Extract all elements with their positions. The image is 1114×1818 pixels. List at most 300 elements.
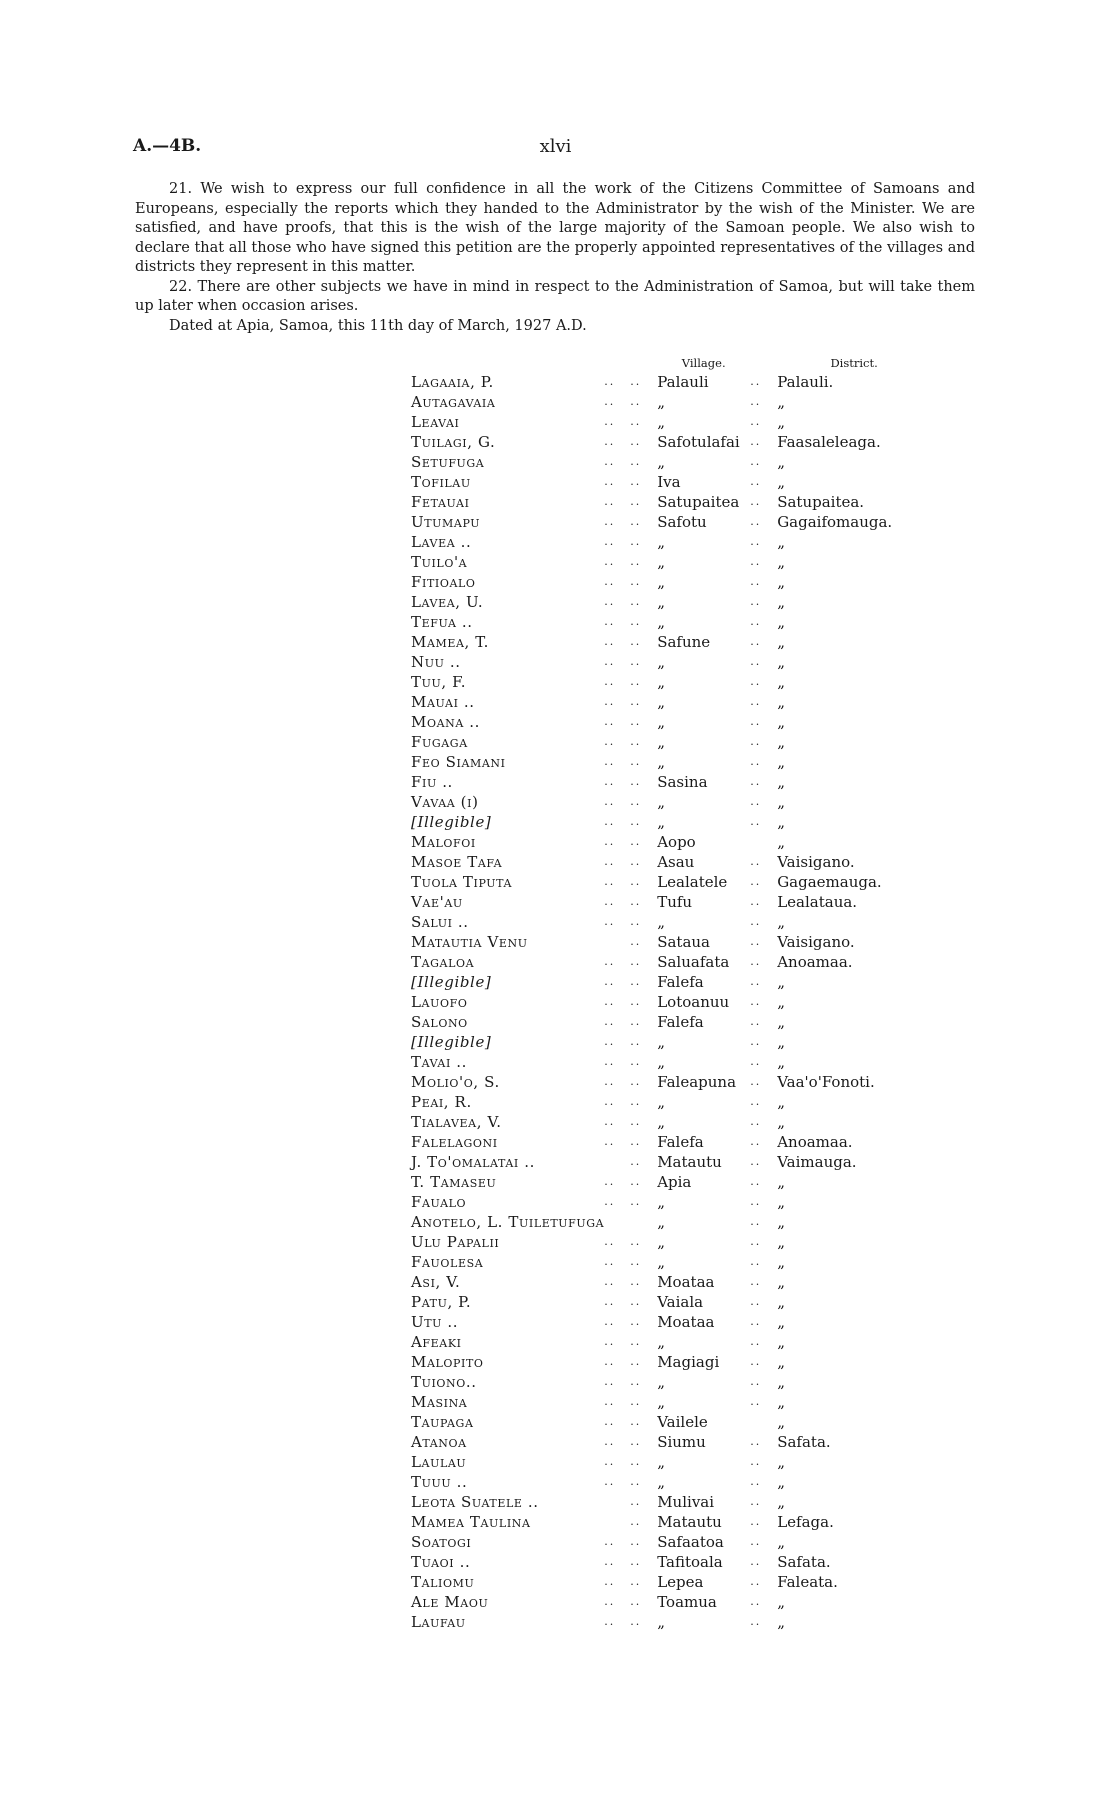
leader-dots: .. xyxy=(750,1375,762,1388)
document-reference: A.—4B. xyxy=(133,136,202,156)
leader-dots: .. xyxy=(750,515,762,528)
table-row xyxy=(411,592,931,612)
leader-dots: .. xyxy=(630,875,642,888)
district-cell: „ xyxy=(777,1033,785,1051)
village-cell: Safotulafai xyxy=(657,433,740,451)
district-cell: „ xyxy=(777,913,785,931)
leader-dots: .. xyxy=(750,1495,762,1508)
leader-dots: .. xyxy=(604,455,616,468)
leader-dots: .. xyxy=(630,1055,642,1068)
table-row xyxy=(411,1472,931,1492)
leader-dots: .. xyxy=(750,375,762,388)
district-cell: „ xyxy=(777,1373,785,1391)
leader-dots: .. xyxy=(630,675,642,688)
leader-dots: .. xyxy=(604,1335,616,1348)
signatory-name: Vae'au xyxy=(411,893,463,911)
leader-dots: .. xyxy=(750,1615,762,1628)
village-cell: Lealatele xyxy=(657,873,728,891)
leader-dots: .. xyxy=(630,1235,642,1248)
leader-dots: .. xyxy=(750,795,762,808)
leader-dots: .. xyxy=(750,775,762,788)
signatory-name: Masina xyxy=(411,1393,468,1411)
leader-dots: .. xyxy=(604,1435,616,1448)
leader-dots: .. xyxy=(604,1115,616,1128)
signatory-name: Tagaloa xyxy=(411,953,475,971)
village-cell: „ xyxy=(657,1033,665,1051)
leader-dots: .. xyxy=(630,415,642,428)
leader-dots: .. xyxy=(750,1115,762,1128)
district-cell: „ xyxy=(777,1533,785,1551)
leader-dots: .. xyxy=(604,755,616,768)
district-cell: „ xyxy=(777,673,785,691)
district-cell: „ xyxy=(777,993,785,1011)
village-cell: Tafitoala xyxy=(657,1553,723,1571)
leader-dots: .. xyxy=(604,955,616,968)
leader-dots: .. xyxy=(630,735,642,748)
district-cell: „ xyxy=(777,1093,785,1111)
table-row xyxy=(411,392,931,412)
leader-dots: .. xyxy=(604,875,616,888)
leader-dots: .. xyxy=(604,535,616,548)
leader-dots: .. xyxy=(604,775,616,788)
village-cell: Saluafata xyxy=(657,953,730,971)
village-cell: Iva xyxy=(657,473,681,491)
district-cell: „ xyxy=(777,653,785,671)
table-row xyxy=(411,1592,931,1612)
district-cell: Vaisigano. xyxy=(777,853,855,871)
leader-dots: .. xyxy=(750,1595,762,1608)
village-cell: Apia xyxy=(657,1173,692,1191)
district-cell: „ xyxy=(777,1213,785,1231)
leader-dots: .. xyxy=(604,475,616,488)
leader-dots: .. xyxy=(750,1175,762,1188)
table-row xyxy=(411,752,931,772)
signatory-name: Fetauai xyxy=(411,493,470,511)
table-row xyxy=(411,372,931,392)
leader-dots: .. xyxy=(750,1335,762,1348)
village-cell: „ xyxy=(657,1373,665,1391)
village-cell: „ xyxy=(657,1453,665,1471)
signatory-name: Laulau xyxy=(411,1453,467,1471)
district-cell: Palauli. xyxy=(777,373,834,391)
signatory-name: Afeaki xyxy=(411,1333,462,1351)
leader-dots: .. xyxy=(750,715,762,728)
district-column-header: District. xyxy=(830,356,878,370)
body-text xyxy=(135,180,975,336)
village-cell: Asau xyxy=(657,853,695,871)
leader-dots: .. xyxy=(630,1115,642,1128)
leader-dots: .. xyxy=(750,935,762,948)
signatory-name: Tialavea, V. xyxy=(411,1113,502,1131)
table-row xyxy=(411,1332,931,1352)
signatory-name: Patu, P. xyxy=(411,1293,472,1311)
leader-dots: .. xyxy=(750,695,762,708)
district-cell: „ xyxy=(777,1453,785,1471)
signatory-name: Tefua .. xyxy=(411,613,473,631)
village-cell: „ xyxy=(657,693,665,711)
village-cell: Toamua xyxy=(657,1593,717,1611)
village-cell: Magiagi xyxy=(657,1353,720,1371)
district-cell: „ xyxy=(777,473,785,491)
table-row xyxy=(411,812,931,832)
signatory-name: Fitioalo xyxy=(411,573,476,591)
district-cell: „ xyxy=(777,733,785,751)
district-cell: „ xyxy=(777,593,785,611)
signatory-name: Laufau xyxy=(411,1613,466,1631)
leader-dots: .. xyxy=(750,535,762,548)
village-cell: „ xyxy=(657,1213,665,1231)
signatory-name: Taupaga xyxy=(411,1413,474,1431)
signatory-name: Tuu, F. xyxy=(411,673,467,691)
leader-dots: .. xyxy=(630,995,642,1008)
leader-dots: .. xyxy=(604,1555,616,1568)
signatory-name: Tuola Tiputa xyxy=(411,873,513,891)
signatory-name: Asi, V. xyxy=(411,1273,461,1291)
village-cell: Sasina xyxy=(657,773,708,791)
district-cell: Gagaifomauga. xyxy=(777,513,893,531)
district-cell: „ xyxy=(777,793,785,811)
signatory-name: Mamea, T. xyxy=(411,633,490,651)
leader-dots xyxy=(604,1512,630,1532)
leader-dots: .. xyxy=(750,1015,762,1028)
village-cell: Sataua xyxy=(657,933,710,951)
signatory-name: Utumapu xyxy=(411,513,481,531)
leader-dots: .. xyxy=(604,1475,616,1488)
leader-dots: .. xyxy=(604,975,616,988)
leader-dots: .. xyxy=(630,1535,642,1548)
table-row xyxy=(411,1272,931,1292)
leader-dots: .. xyxy=(630,1015,642,1028)
village-cell: „ xyxy=(657,733,665,751)
district-cell: „ xyxy=(777,1333,785,1351)
village-cell: „ xyxy=(657,653,665,671)
signatory-name: Mamea Taulina xyxy=(411,1513,531,1531)
leader-dots: .. xyxy=(750,1575,762,1588)
leader-dots: .. xyxy=(630,1135,642,1148)
table-row xyxy=(411,572,931,592)
signatory-name: Vavaa (i) xyxy=(411,793,479,811)
leader-dots: .. xyxy=(604,1455,616,1468)
leader-dots: .. xyxy=(750,1235,762,1248)
signatory-name: Lauofo xyxy=(411,993,468,1011)
district-cell: Faleata. xyxy=(777,1573,838,1591)
leader-dots: .. xyxy=(604,655,616,668)
district-cell: „ xyxy=(777,1313,785,1331)
leader-dots xyxy=(604,1152,630,1172)
leader-dots: .. xyxy=(630,1155,642,1168)
district-cell: „ xyxy=(777,1273,785,1291)
leader-dots: .. xyxy=(630,615,642,628)
village-cell: Vaiala xyxy=(657,1293,704,1311)
leader-dots: .. xyxy=(750,475,762,488)
leader-dots: .. xyxy=(630,475,642,488)
district-cell: „ xyxy=(777,393,785,411)
leader-dots: .. xyxy=(604,695,616,708)
village-cell: Vailele xyxy=(657,1413,708,1431)
village-cell: „ xyxy=(657,673,665,691)
table-row xyxy=(411,532,931,552)
village-cell: Safotu xyxy=(657,513,707,531)
leader-dots: .. xyxy=(750,395,762,408)
leader-dots: .. xyxy=(604,1615,616,1628)
table-row xyxy=(411,512,931,532)
district-cell: Vaisigano. xyxy=(777,933,855,951)
leader-dots: .. xyxy=(750,1515,762,1528)
table-row xyxy=(411,1152,931,1172)
leader-dots: .. xyxy=(630,935,642,948)
village-cell: „ xyxy=(657,753,665,771)
leader-dots xyxy=(604,1492,630,1512)
signatory-name: Tuuu .. xyxy=(411,1473,468,1491)
leader-dots: .. xyxy=(750,1295,762,1308)
village-cell: „ xyxy=(657,1473,665,1491)
signatory-name: Mauai .. xyxy=(411,693,475,711)
signatory-name: Anotelo, L. Tuiletufuga xyxy=(411,1213,605,1231)
village-cell: Falefa xyxy=(657,973,704,991)
leader-dots: .. xyxy=(604,735,616,748)
leader-dots: .. xyxy=(604,395,616,408)
district-cell: „ xyxy=(777,713,785,731)
leader-dots: .. xyxy=(604,615,616,628)
table-row xyxy=(411,852,931,872)
table-row xyxy=(411,1392,931,1412)
signatory-name: Moana .. xyxy=(411,713,480,731)
leader-dots: .. xyxy=(604,715,616,728)
leader-dots: .. xyxy=(750,1455,762,1468)
village-cell: Satupaitea xyxy=(657,493,740,511)
leader-dots: .. xyxy=(604,1275,616,1288)
signatory-name: Peai, R. xyxy=(411,1093,472,1111)
signatories-body xyxy=(411,372,931,1632)
leader-dots: .. xyxy=(750,675,762,688)
leader-dots: .. xyxy=(630,435,642,448)
signatory-name: J. To'omalatai .. xyxy=(411,1153,535,1171)
district-cell: „ xyxy=(777,753,785,771)
leader-dots: .. xyxy=(630,555,642,568)
district-cell: Anoamaa. xyxy=(777,953,853,971)
signatory-name: [Illegible] xyxy=(411,813,492,831)
leader-dots: .. xyxy=(750,915,762,928)
table-row xyxy=(411,772,931,792)
table-row xyxy=(411,1352,931,1372)
village-cell: Moataa xyxy=(657,1273,715,1291)
leader-dots: .. xyxy=(604,1235,616,1248)
leader-dots: .. xyxy=(630,635,642,648)
table-row xyxy=(411,1452,931,1472)
leader-dots: .. xyxy=(630,535,642,548)
district-cell: „ xyxy=(777,413,785,431)
village-cell: Safune xyxy=(657,633,711,651)
leader-dots: .. xyxy=(630,895,642,908)
village-cell: „ xyxy=(657,1193,665,1211)
signatory-name: Tuiono.. xyxy=(411,1373,477,1391)
table-row xyxy=(411,992,931,1012)
village-cell: „ xyxy=(657,453,665,471)
district-cell: „ xyxy=(777,1013,785,1031)
table-row xyxy=(411,952,931,972)
district-cell: „ xyxy=(777,553,785,571)
leader-dots xyxy=(750,832,777,852)
table-row xyxy=(411,632,931,652)
table-row xyxy=(411,452,931,472)
leader-dots: .. xyxy=(630,1475,642,1488)
leader-dots: .. xyxy=(750,595,762,608)
signatory-name: [Illegible] xyxy=(411,1033,492,1051)
table-row xyxy=(411,1372,931,1392)
leader-dots: .. xyxy=(750,815,762,828)
signatory-name: Ale Maou xyxy=(411,1593,489,1611)
leader-dots: .. xyxy=(604,675,616,688)
signatory-name: Molio'o, S. xyxy=(411,1073,500,1091)
leader-dots: .. xyxy=(630,375,642,388)
district-cell: „ xyxy=(777,1293,785,1311)
paragraph-22: 22. There are other subjects we have in mind in respect to the Administration of Samoa, but will take them up later when occasion arises. xyxy=(135,278,975,314)
signatory-name: Autagavaia xyxy=(411,393,496,411)
village-cell: Faleapuna xyxy=(657,1073,737,1091)
leader-dots: .. xyxy=(630,1435,642,1448)
leader-dots: .. xyxy=(630,915,642,928)
village-cell: Falefa xyxy=(657,1133,704,1151)
table-row xyxy=(411,692,931,712)
district-cell: „ xyxy=(777,1193,785,1211)
leader-dots: .. xyxy=(750,1095,762,1108)
leader-dots: .. xyxy=(750,615,762,628)
district-cell: „ xyxy=(777,1493,785,1511)
leader-dots: .. xyxy=(630,1175,642,1188)
leader-dots: .. xyxy=(604,1575,616,1588)
district-cell: Safata. xyxy=(777,1433,831,1451)
table-row xyxy=(411,732,931,752)
signatory-name: Fugaga xyxy=(411,733,468,751)
table-row xyxy=(411,492,931,512)
page-number: xlvi xyxy=(539,136,572,157)
village-cell: „ xyxy=(657,413,665,431)
table-row xyxy=(411,472,931,492)
leader-dots: .. xyxy=(750,455,762,468)
table-row xyxy=(411,1172,931,1192)
district-cell: „ xyxy=(777,1393,785,1411)
leader-dots: .. xyxy=(750,1535,762,1548)
leader-dots: .. xyxy=(750,1475,762,1488)
leader-dots: .. xyxy=(604,1095,616,1108)
village-cell: „ xyxy=(657,553,665,571)
signatory-name: Lagaaia, P. xyxy=(411,373,494,391)
district-cell: „ xyxy=(777,1613,785,1631)
leader-dots xyxy=(604,932,630,952)
table-row xyxy=(411,912,931,932)
leader-dots: .. xyxy=(630,515,642,528)
leader-dots: .. xyxy=(630,1195,642,1208)
district-cell: „ xyxy=(777,813,785,831)
village-cell: Matautu xyxy=(657,1513,722,1531)
signatory-name: Tofilau xyxy=(411,473,471,491)
signatory-name: Salono xyxy=(411,1013,468,1031)
leader-dots: .. xyxy=(604,1295,616,1308)
leader-dots: .. xyxy=(604,495,616,508)
table-row xyxy=(411,1132,931,1152)
signatory-name: T. Tamaseu xyxy=(411,1173,497,1191)
leader-dots xyxy=(604,1212,630,1232)
table-row xyxy=(411,1232,931,1252)
district-cell: „ xyxy=(777,1593,785,1611)
village-cell: „ xyxy=(657,1333,665,1351)
district-cell: Vaa'o'Fonoti. xyxy=(777,1073,875,1091)
leader-dots: .. xyxy=(630,975,642,988)
table-row xyxy=(411,1572,931,1592)
village-cell: „ xyxy=(657,593,665,611)
leader-dots xyxy=(630,1212,657,1232)
leader-dots: .. xyxy=(630,395,642,408)
leader-dots: .. xyxy=(630,835,642,848)
signatory-name: Tuilo'a xyxy=(411,553,468,571)
village-cell: „ xyxy=(657,1093,665,1111)
leader-dots: .. xyxy=(604,795,616,808)
leader-dots: .. xyxy=(630,1275,642,1288)
signatory-name: Nuu .. xyxy=(411,653,461,671)
dated-line: Dated at Apia, Samoa, this 11th day of March, 1927 A.D. xyxy=(169,317,587,334)
table-header-row xyxy=(411,354,931,372)
leader-dots: .. xyxy=(604,1595,616,1608)
district-cell: Faasaleleaga. xyxy=(777,433,881,451)
table-row xyxy=(411,832,931,852)
leader-dots: .. xyxy=(604,1255,616,1268)
signatory-name: Malopito xyxy=(411,1353,484,1371)
leader-dots: .. xyxy=(750,635,762,648)
signatories-table xyxy=(411,354,931,1632)
district-cell: „ xyxy=(777,1053,785,1071)
leader-dots: .. xyxy=(750,955,762,968)
leader-dots: .. xyxy=(630,1495,642,1508)
leader-dots: .. xyxy=(750,1075,762,1088)
signatory-name: Soatogi xyxy=(411,1533,472,1551)
table-row xyxy=(411,1432,931,1452)
table-row xyxy=(411,932,931,952)
village-cell: Safaatoa xyxy=(657,1533,724,1551)
village-cell: Aopo xyxy=(657,833,696,851)
district-cell: „ xyxy=(777,453,785,471)
leader-dots: .. xyxy=(750,1255,762,1268)
leader-dots: .. xyxy=(604,915,616,928)
leader-dots: .. xyxy=(604,515,616,528)
district-cell: Satupaitea. xyxy=(777,493,865,511)
leader-dots: .. xyxy=(750,735,762,748)
signatory-name: Faualo xyxy=(411,1193,467,1211)
leader-dots: .. xyxy=(604,815,616,828)
table-row xyxy=(411,1212,931,1232)
leader-dots: .. xyxy=(630,1575,642,1588)
leader-dots: .. xyxy=(630,955,642,968)
village-cell: „ xyxy=(657,713,665,731)
leader-dots: .. xyxy=(604,855,616,868)
leader-dots: .. xyxy=(604,635,616,648)
leader-dots: .. xyxy=(604,415,616,428)
leader-dots: .. xyxy=(604,1375,616,1388)
signatory-name: Salui .. xyxy=(411,913,469,931)
leader-dots: .. xyxy=(604,835,616,848)
signatory-name: Setufuga xyxy=(411,453,485,471)
leader-dots: .. xyxy=(630,1315,642,1328)
village-cell: „ xyxy=(657,1253,665,1271)
village-cell: „ xyxy=(657,1113,665,1131)
leader-dots: .. xyxy=(750,975,762,988)
leader-dots: .. xyxy=(750,1215,762,1228)
leader-dots: .. xyxy=(604,555,616,568)
leader-dots: .. xyxy=(750,1315,762,1328)
leader-dots: .. xyxy=(630,1595,642,1608)
village-cell: Matautu xyxy=(657,1153,722,1171)
leader-dots: .. xyxy=(604,1415,616,1428)
leader-dots: .. xyxy=(750,855,762,868)
